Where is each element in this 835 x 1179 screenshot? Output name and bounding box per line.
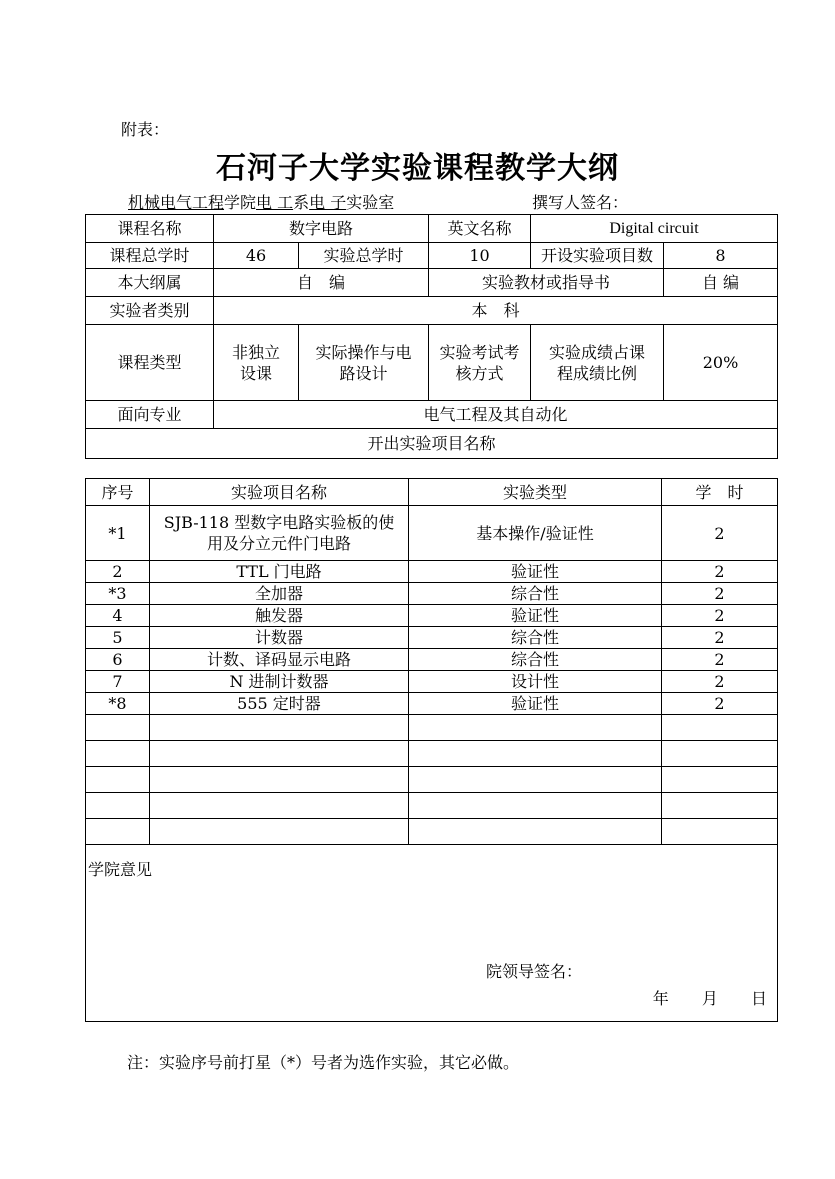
project-hours: 2 xyxy=(662,561,778,583)
info-row-hours xyxy=(86,243,778,269)
textbook-value: 自 编 xyxy=(664,269,778,297)
syllabus-label: 本大纲属 xyxy=(86,269,214,297)
project-hours: 2 xyxy=(662,649,778,671)
project-name: N 进制计数器 xyxy=(150,671,409,693)
projects-header-row xyxy=(86,479,778,506)
page-title: 石河子大学实验课程教学大纲 xyxy=(216,151,619,186)
empty-row xyxy=(86,741,778,767)
total-hours-label: 课程总学时 xyxy=(86,243,214,269)
project-no: *3 xyxy=(86,583,150,605)
project-row xyxy=(86,627,778,649)
project-row xyxy=(86,506,778,561)
project-type: 综合性 xyxy=(409,649,662,671)
project-hours: 2 xyxy=(662,627,778,649)
student-type-label: 实验者类别 xyxy=(86,297,214,325)
projects-table xyxy=(85,478,778,1022)
date-line xyxy=(625,988,767,1009)
lab-hours-value: 10 xyxy=(429,243,531,269)
lab-hours-label: 实验总学时 xyxy=(299,243,429,269)
project-row xyxy=(86,561,778,583)
subheader xyxy=(128,190,394,213)
month-label: 月 xyxy=(701,989,718,1008)
college-name: 机械电气工程 xyxy=(128,193,225,212)
empty-row xyxy=(86,767,778,793)
project-name: 触发器 xyxy=(150,605,409,627)
project-type: 综合性 xyxy=(409,583,662,605)
syllabus-value: 自 编 xyxy=(214,269,429,297)
project-no: *8 xyxy=(86,693,150,715)
project-row xyxy=(86,583,778,605)
course-type-value: 非独立设课 xyxy=(214,325,299,401)
course-type-label: 课程类型 xyxy=(86,325,214,401)
project-name: 全加器 xyxy=(150,583,409,605)
project-hours: 2 xyxy=(662,693,778,715)
project-type: 基本操作/验证性 xyxy=(409,506,662,561)
projects-header: 开出实验项目名称 xyxy=(86,429,778,459)
exam-method-label: 实验考试考核方式 xyxy=(429,325,531,401)
empty-row xyxy=(86,715,778,741)
col-name-header: 实验项目名称 xyxy=(150,479,409,506)
course-name-value: 数字电路 xyxy=(214,215,429,243)
empty-row xyxy=(86,819,778,845)
num-projects-label: 开设实验项目数 xyxy=(531,243,664,269)
project-row xyxy=(86,693,778,715)
project-name: 计数器 xyxy=(150,627,409,649)
textbook-label: 实验教材或指导书 xyxy=(429,269,664,297)
project-type: 验证性 xyxy=(409,693,662,715)
project-no: 7 xyxy=(86,671,150,693)
col-no-header: 序号 xyxy=(86,479,150,506)
grade-ratio-label: 实验成绩占课程成绩比例 xyxy=(531,325,664,401)
author-signature-label: 撰写人签名： xyxy=(532,193,629,212)
major-label: 面向专业 xyxy=(86,401,214,429)
info-row-syllabus xyxy=(86,269,778,297)
english-name-label: 英文名称 xyxy=(429,215,531,243)
year-label: 年 xyxy=(652,989,669,1008)
project-type: 综合性 xyxy=(409,627,662,649)
dept-suffix: 系 xyxy=(293,193,310,212)
course-info-table xyxy=(85,214,778,459)
col-type-header: 实验类型 xyxy=(409,479,662,506)
college-opinion-label: 学院意见 xyxy=(88,860,153,879)
project-row xyxy=(86,671,778,693)
project-no: 4 xyxy=(86,605,150,627)
appendix-label: 附表： xyxy=(121,120,170,139)
english-name-value: Digital circuit xyxy=(531,215,778,243)
project-name: 计数、译码显示电路 xyxy=(150,649,409,671)
project-name: SJB-118 型数字电路实验板的使用及分立元件门电路 xyxy=(150,506,409,561)
project-name: TTL 门电路 xyxy=(150,561,409,583)
info-row-student-type xyxy=(86,297,778,325)
grade-ratio-value: 20% xyxy=(664,325,778,401)
exam-method-value: 实际操作与电路设计 xyxy=(299,325,429,401)
project-type: 验证性 xyxy=(409,561,662,583)
lab-suffix: 实验室 xyxy=(346,193,395,212)
opinion-row xyxy=(86,845,778,1022)
day-label: 日 xyxy=(750,989,767,1008)
footnote: 注：实验序号前打星（*）号者为选作实验，其它必做。 xyxy=(127,1053,520,1072)
student-type-value: 本 科 xyxy=(214,297,778,325)
project-row xyxy=(86,605,778,627)
major-value: 电气工程及其自动化 xyxy=(214,401,778,429)
project-hours: 2 xyxy=(662,506,778,561)
project-row xyxy=(86,649,778,671)
project-name: 555 定时器 xyxy=(150,693,409,715)
total-hours-value: 46 xyxy=(214,243,299,269)
info-row-name xyxy=(86,215,778,243)
lab-name: 电 子 xyxy=(309,193,347,212)
project-no: 5 xyxy=(86,627,150,649)
info-row-major xyxy=(86,401,778,429)
num-projects-value: 8 xyxy=(664,243,778,269)
college-opinion-cell xyxy=(86,845,778,1022)
project-hours: 2 xyxy=(662,583,778,605)
project-hours: 2 xyxy=(662,605,778,627)
college-suffix: 学院 xyxy=(224,193,257,212)
empty-row xyxy=(86,793,778,819)
project-type: 验证性 xyxy=(409,605,662,627)
course-name-label: 课程名称 xyxy=(86,215,214,243)
project-no: 6 xyxy=(86,649,150,671)
info-row-projects-header xyxy=(86,429,778,459)
project-no: *1 xyxy=(86,506,150,561)
leader-signature-label: 院领导签名： xyxy=(486,962,583,981)
project-type: 设计性 xyxy=(409,671,662,693)
col-hours-header: 学 时 xyxy=(662,479,778,506)
dept-name: 电 工 xyxy=(256,193,294,212)
project-no: 2 xyxy=(86,561,150,583)
project-hours: 2 xyxy=(662,671,778,693)
info-row-course-type xyxy=(86,325,778,401)
